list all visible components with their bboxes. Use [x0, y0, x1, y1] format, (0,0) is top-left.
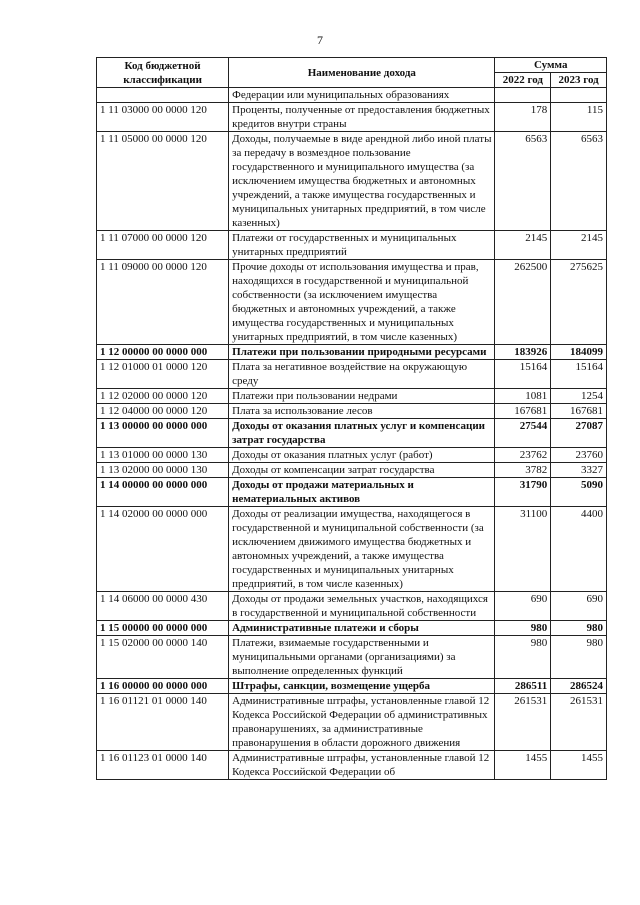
code-cell: 1 16 00000 00 0000 000	[97, 679, 229, 694]
value-2023-cell: 980	[551, 621, 607, 636]
code-cell: 1 13 01000 00 0000 130	[97, 448, 229, 463]
value-2022-cell: 167681	[495, 404, 551, 419]
value-2022-cell: 1081	[495, 389, 551, 404]
value-2023-cell: 1254	[551, 389, 607, 404]
value-2023-cell: 1455	[551, 751, 607, 780]
value-2022-cell: 980	[495, 636, 551, 679]
value-2022-cell: 2145	[495, 231, 551, 260]
header-year-2023: 2023 год	[551, 73, 607, 88]
name-cell: Прочие доходы от использования имущества и прав, находящихся в государственной и муниципальной собственности (за исключением имущества бюджетных и автономных учреждений, а также имущества государственных и муниципальных унитарных предприятий, в том числе казенных)	[229, 260, 495, 345]
code-cell: 1 12 01000 01 0000 120	[97, 360, 229, 389]
table-row	[97, 507, 607, 592]
header-code: Код бюджетной классификации	[97, 58, 229, 88]
value-2023-cell: 3327	[551, 463, 607, 478]
code-cell: 1 14 00000 00 0000 000	[97, 478, 229, 507]
header-sum: Сумма	[495, 58, 607, 73]
code-cell: 1 11 05000 00 0000 120	[97, 132, 229, 231]
code-cell: 1 13 00000 00 0000 000	[97, 419, 229, 448]
code-cell: 1 11 09000 00 0000 120	[97, 260, 229, 345]
value-2023-cell: 5090	[551, 478, 607, 507]
value-2023-cell: 6563	[551, 132, 607, 231]
code-cell: 1 12 00000 00 0000 000	[97, 345, 229, 360]
table-row	[97, 404, 607, 419]
header-name: Наименование дохода	[229, 58, 495, 88]
header-year-2022: 2022 год	[495, 73, 551, 88]
revenue-table	[96, 57, 607, 780]
table-row	[97, 88, 607, 103]
name-cell: Доходы от компенсации затрат государства	[229, 463, 495, 478]
table-row	[97, 389, 607, 404]
name-cell: Проценты, полученные от предоставления бюджетных кредитов внутри страны	[229, 103, 495, 132]
value-2023-cell: 4400	[551, 507, 607, 592]
value-2023-cell: 261531	[551, 694, 607, 751]
code-cell	[97, 88, 229, 103]
table-row	[97, 463, 607, 478]
table-row	[97, 478, 607, 507]
name-cell: Платежи при пользовании недрами	[229, 389, 495, 404]
value-2022-cell: 3782	[495, 463, 551, 478]
table-row	[97, 592, 607, 621]
name-cell: Административные штрафы, установленные главой 12 Кодекса Российской Федерации об	[229, 751, 495, 780]
name-cell: Плата за негативное воздействие на окружающую среду	[229, 360, 495, 389]
code-cell: 1 12 04000 00 0000 120	[97, 404, 229, 419]
name-cell: Платежи, взимаемые государственными и муниципальными органами (организациями) за выполнение определенных функций	[229, 636, 495, 679]
table-row	[97, 260, 607, 345]
value-2023-cell: 23760	[551, 448, 607, 463]
value-2022-cell: 183926	[495, 345, 551, 360]
table-row	[97, 751, 607, 780]
name-cell: Плата за использование лесов	[229, 404, 495, 419]
table-row	[97, 679, 607, 694]
value-2023-cell: 286524	[551, 679, 607, 694]
value-2023-cell: 15164	[551, 360, 607, 389]
code-cell: 1 12 02000 00 0000 120	[97, 389, 229, 404]
table-row	[97, 694, 607, 751]
table-row	[97, 103, 607, 132]
name-cell: Доходы от продажи земельных участков, находящихся в государственной и муниципальной собственности	[229, 592, 495, 621]
code-cell: 1 14 02000 00 0000 000	[97, 507, 229, 592]
value-2023-cell: 167681	[551, 404, 607, 419]
code-cell: 1 11 03000 00 0000 120	[97, 103, 229, 132]
value-2022-cell: 31790	[495, 478, 551, 507]
name-cell: Доходы от реализации имущества, находящегося в государственной и муниципальной собственности (за исключением движимого имущества бюджетных и автономных учреждений, а также имущества государственных и муниципальных унитарных предприятий, в том числе казенных)	[229, 507, 495, 592]
value-2022-cell: 286511	[495, 679, 551, 694]
table-row	[97, 621, 607, 636]
name-cell: Платежи от государственных и муниципальных унитарных предприятий	[229, 231, 495, 260]
name-cell: Доходы от продажи материальных и нематериальных активов	[229, 478, 495, 507]
value-2023-cell: 115	[551, 103, 607, 132]
table-body	[97, 88, 607, 780]
name-cell: Платежи при пользовании природными ресурсами	[229, 345, 495, 360]
name-cell: Административные платежи и сборы	[229, 621, 495, 636]
value-2022-cell: 27544	[495, 419, 551, 448]
value-2023-cell: 184099	[551, 345, 607, 360]
name-cell: Доходы от оказания платных услуг и компенсации затрат государства	[229, 419, 495, 448]
table-row	[97, 419, 607, 448]
name-cell: Штрафы, санкции, возмещение ущерба	[229, 679, 495, 694]
value-2023-cell: 27087	[551, 419, 607, 448]
table-row	[97, 345, 607, 360]
value-2022-cell: 15164	[495, 360, 551, 389]
name-cell: Федерации или муниципальных образованиях	[229, 88, 495, 103]
table-row	[97, 231, 607, 260]
code-cell: 1 15 02000 00 0000 140	[97, 636, 229, 679]
value-2023-cell: 275625	[551, 260, 607, 345]
code-cell: 1 13 02000 00 0000 130	[97, 463, 229, 478]
code-cell: 1 15 00000 00 0000 000	[97, 621, 229, 636]
value-2022-cell	[495, 88, 551, 103]
name-cell: Административные штрафы, установленные главой 12 Кодекса Российской Федерации об административных правонарушениях, за административные правонарушения в области дорожного движения	[229, 694, 495, 751]
value-2023-cell	[551, 88, 607, 103]
value-2022-cell: 980	[495, 621, 551, 636]
value-2022-cell: 262500	[495, 260, 551, 345]
value-2023-cell: 2145	[551, 231, 607, 260]
table-row	[97, 360, 607, 389]
value-2023-cell: 690	[551, 592, 607, 621]
table-row	[97, 448, 607, 463]
table-row	[97, 636, 607, 679]
name-cell: Доходы, получаемые в виде арендной либо иной платы за передачу в возмездное пользование государственного и муниципального имущества (за исключением имущества бюджетных и автономных учреждений, а также имущества государственных и муниципальных унитарных предприятий, в том числе казенных)	[229, 132, 495, 231]
value-2023-cell: 980	[551, 636, 607, 679]
name-cell: Доходы от оказания платных услуг (работ)	[229, 448, 495, 463]
code-cell: 1 16 01121 01 0000 140	[97, 694, 229, 751]
code-cell: 1 11 07000 00 0000 120	[97, 231, 229, 260]
value-2022-cell: 261531	[495, 694, 551, 751]
table-row	[97, 132, 607, 231]
value-2022-cell: 6563	[495, 132, 551, 231]
value-2022-cell: 690	[495, 592, 551, 621]
value-2022-cell: 1455	[495, 751, 551, 780]
value-2022-cell: 23762	[495, 448, 551, 463]
page-number: 7	[317, 33, 323, 47]
code-cell: 1 14 06000 00 0000 430	[97, 592, 229, 621]
value-2022-cell: 178	[495, 103, 551, 132]
value-2022-cell: 31100	[495, 507, 551, 592]
code-cell: 1 16 01123 01 0000 140	[97, 751, 229, 780]
